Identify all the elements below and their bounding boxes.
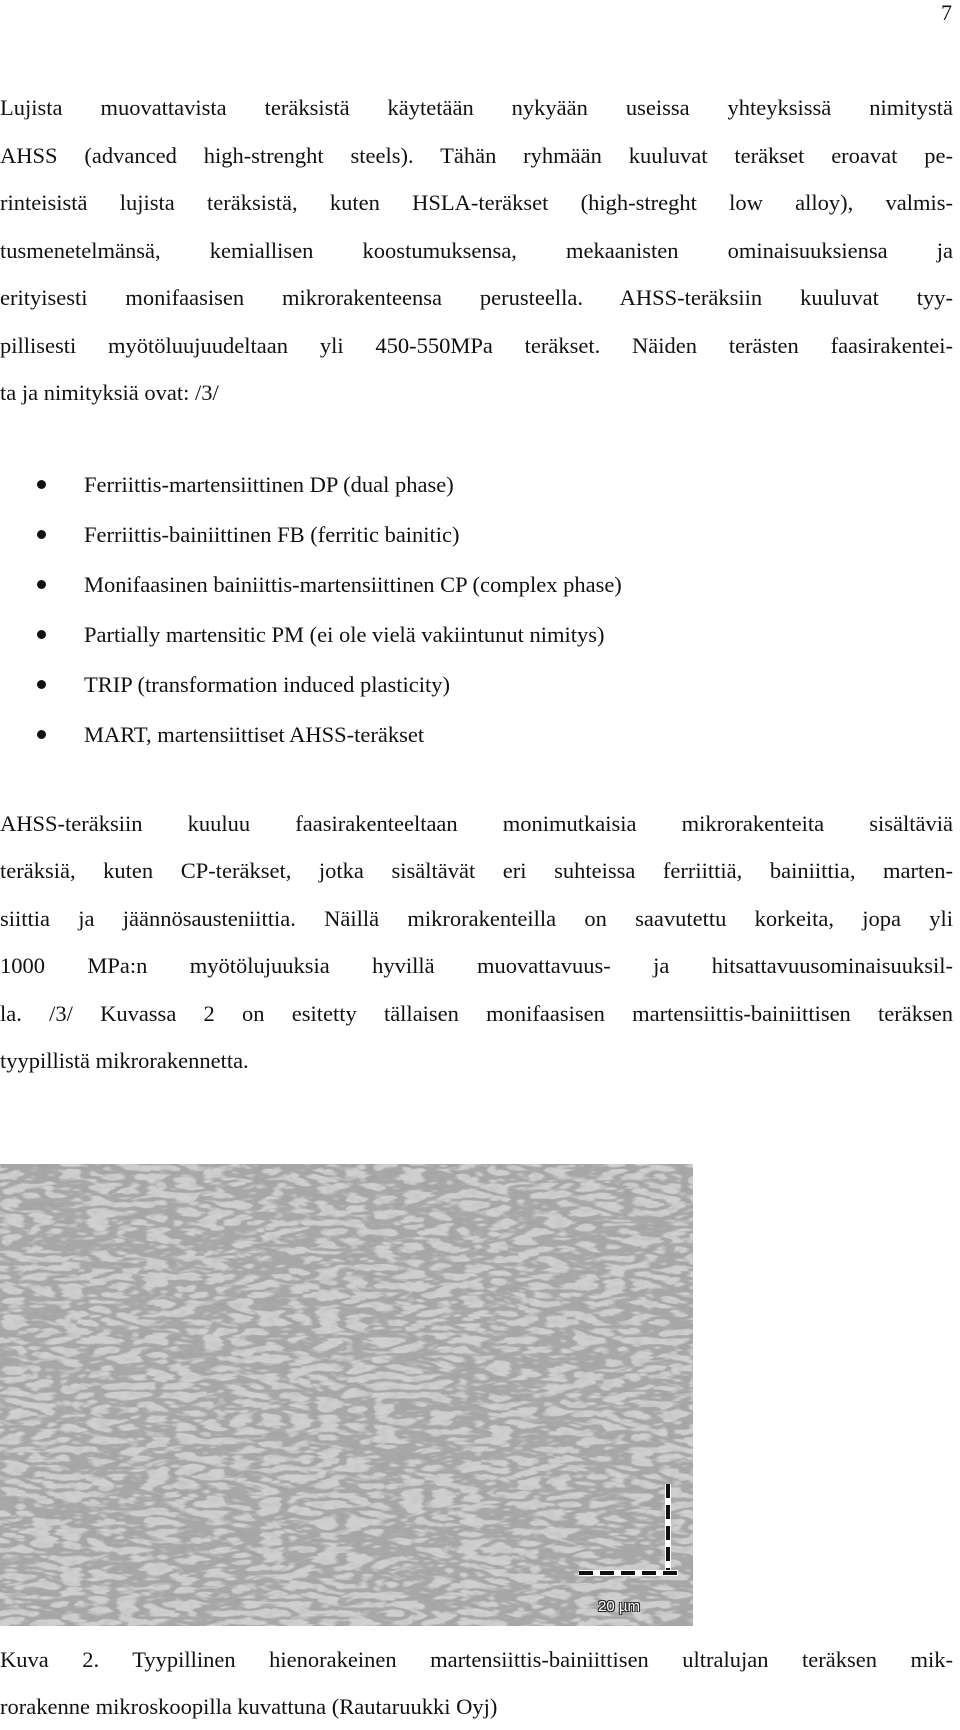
figure-caption — [0, 1636, 953, 1730]
list-item-label: Partially martensitic PM (ei ole vielä vakiintunut nimitys) — [84, 621, 605, 647]
bullet-icon — [37, 530, 46, 539]
paragraph-line: ta ja nimityksiä ovat: /3/ — [0, 380, 219, 405]
list-item — [0, 610, 953, 660]
paragraph-line: AHSS (advanced high-strenght steels). Tähän ryhmään kuuluvat teräkset eroavat pe- — [0, 142, 953, 168]
paragraph-line: tusmenetelmänsä, kemiallisen koostumuksensa, mekaanisten ominaisuuksiensa ja — [0, 237, 953, 263]
paragraph-line: siittia ja jäännösausteniittia. Näillä mikrorakenteilla on saavutettu korkeita, jopa yli — [0, 905, 953, 931]
caption-line: Kuva 2. Tyypillinen hienorakeinen martensiittis-bainiittisen ultralujan teräksen mik- — [0, 1647, 953, 1672]
list-item — [0, 660, 953, 710]
paragraph-line: erityisesti monifaasisen mikrorakenteensa perusteella. AHSS-teräksiin kuuluvat tyy- — [0, 285, 953, 310]
steel-types-list — [0, 460, 953, 760]
page-number: 7 — [941, 0, 952, 25]
paragraph-line: rinteisistä lujista teräksistä, kuten HSLA-teräkset (high-streght low alloy), valmis- — [0, 190, 953, 215]
paragraph-line: tyypillistä mikrorakennetta. — [0, 1048, 249, 1073]
micrograph-image — [0, 1164, 693, 1626]
paragraph-line: la. /3/ Kuvassa 2 on esitetty tällaisen monifaasisen martensiittis-bainiittisen teräksen — [0, 1000, 953, 1026]
caption-line: rorakenne mikroskoopilla kuvattuna (Rautaruukki Oyj) — [0, 1694, 498, 1719]
list-item — [0, 560, 953, 610]
list-item-label: Ferriittis-martensiittinen DP (dual phase) — [84, 471, 454, 497]
scale-bar-label: 20 µm — [598, 1598, 640, 1615]
paragraph-ahss — [0, 800, 953, 1085]
page-content — [0, 84, 953, 1085]
list-item-label: Monifaasinen bainiittis-martensiittinen CP (complex phase) — [84, 571, 622, 597]
paragraph-line: Lujista muovattavista teräksistä käytetään nykyään useissa yhteyksissä nimitystä — [0, 95, 953, 120]
paragraph-line: 1000 MPa:n myötölujuuksia hyvillä muovattavuus- ja hitsattavuusominaisuuksil- — [0, 953, 953, 978]
paragraph-intro — [0, 84, 953, 417]
list-item-label: TRIP (transformation induced plasticity) — [84, 671, 450, 697]
bullet-icon — [37, 630, 46, 639]
paragraph-line: AHSS-teräksiin kuuluu faasirakenteeltaan monimutkaisia mikrorakenteita sisältäviä — [0, 810, 953, 836]
paragraph-line: teräksiä, kuten CP-teräkset, jotka sisältävät eri suhteissa ferriittiä, bainiittia, marten- — [0, 858, 953, 883]
bullet-icon — [37, 480, 46, 489]
bullet-icon — [37, 680, 46, 689]
micrograph-figure — [0, 1164, 693, 1626]
list-item-label: Ferriittis-bainiittinen FB (ferritic bainitic) — [84, 521, 460, 547]
list-item-label: MART, martensiittiset AHSS-teräkset — [84, 721, 425, 747]
list-item — [0, 710, 953, 760]
list-item — [0, 460, 953, 510]
list-item — [0, 510, 953, 560]
paragraph-line: pillisesti myötöluujuudeltaan yli 450-550MPa teräkset. Näiden terästen faasirakentei- — [0, 332, 953, 358]
bullet-icon — [37, 580, 46, 589]
bullet-icon — [37, 730, 46, 739]
